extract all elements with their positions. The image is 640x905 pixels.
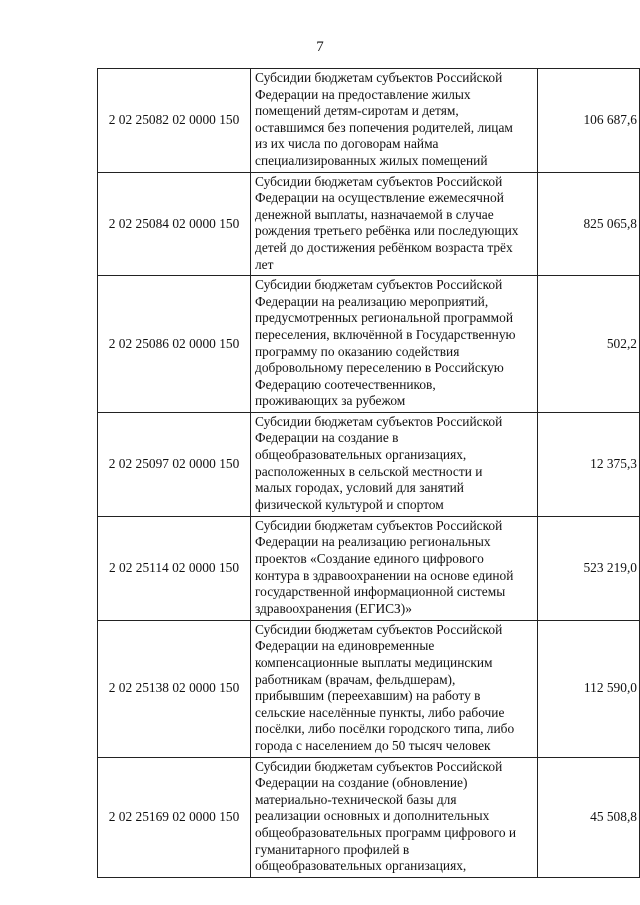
subsidy-description: Субсидии бюджетам субъектов Российской Федерации на создание в общеобразовательных организациях, расположенных в сельской местности и малых городах, условий для занятий физической культурой и спортом [251, 412, 538, 516]
subsidy-description: Субсидии бюджетам субъектов Российской Федерации на предоставление жилых помещений детям-сиротам и детям, оставшимся без попечения родителей, лицам из их числа по договорам найма специализированных жилых помещений [251, 69, 538, 173]
subsidy-description: Субсидии бюджетам субъектов Российской Федерации на реализацию региональных проектов «Создание единого цифрового контура в здравоохранении на основе единой государственной информационной системы здравоохранения (ЕГИСЗ)» [251, 516, 538, 620]
subsidy-amount: 106 687,6 [538, 69, 640, 173]
table-row [98, 69, 640, 173]
budget-code: 2 02 25097 02 0000 150 [98, 412, 251, 516]
subsidy-description: Субсидии бюджетам субъектов Российской Федерации на создание (обновление) материально-технической базы для реализации основных и дополнительных общеобразовательных программ цифрового и гуманитарного профилей в общеобразовательных организациях, [251, 757, 538, 877]
subsidy-amount: 825 065,8 [538, 172, 640, 276]
subsidies-table [97, 68, 640, 878]
subsidy-description: Субсидии бюджетам субъектов Российской Федерации на единовременные компенсационные выплаты медицинским работникам (врачам, фельдшерам), прибывшим (переехавшим) на работу в сельские населённые пункты, либо рабочие посёлки, либо посёлки городского типа, либо города с населением до 50 тысяч человек [251, 620, 538, 757]
subsidy-description: Субсидии бюджетам субъектов Российской Федерации на реализацию мероприятий, предусмотренных региональной программой переселения, включённой в Государственную программу по оказанию содействия добровольному переселению в Российскую Федерацию соотечественников, проживающих за рубежом [251, 276, 538, 413]
budget-code: 2 02 25086 02 0000 150 [98, 276, 251, 413]
table-row [98, 172, 640, 276]
budget-code: 2 02 25138 02 0000 150 [98, 620, 251, 757]
subsidy-amount: 12 375,3 [538, 412, 640, 516]
subsidy-amount: 112 590,0 [538, 620, 640, 757]
budget-code: 2 02 25169 02 0000 150 [98, 757, 251, 877]
page-number: 7 [316, 39, 324, 55]
table-row [98, 620, 640, 757]
subsidy-amount: 523 219,0 [538, 516, 640, 620]
subsidy-amount: 45 508,8 [538, 757, 640, 877]
table-row [98, 412, 640, 516]
budget-code: 2 02 25114 02 0000 150 [98, 516, 251, 620]
table-row [98, 516, 640, 620]
table-row [98, 276, 640, 413]
subsidy-amount: 502,2 [538, 276, 640, 413]
subsidy-description: Субсидии бюджетам субъектов Российской Федерации на осуществление ежемесячной денежной выплаты, назначаемой в случае рождения третьего ребёнка или последующих детей до достижения ребёнком возраста трёх лет [251, 172, 538, 276]
budget-code: 2 02 25084 02 0000 150 [98, 172, 251, 276]
table-row [98, 757, 640, 877]
budget-code: 2 02 25082 02 0000 150 [98, 69, 251, 173]
